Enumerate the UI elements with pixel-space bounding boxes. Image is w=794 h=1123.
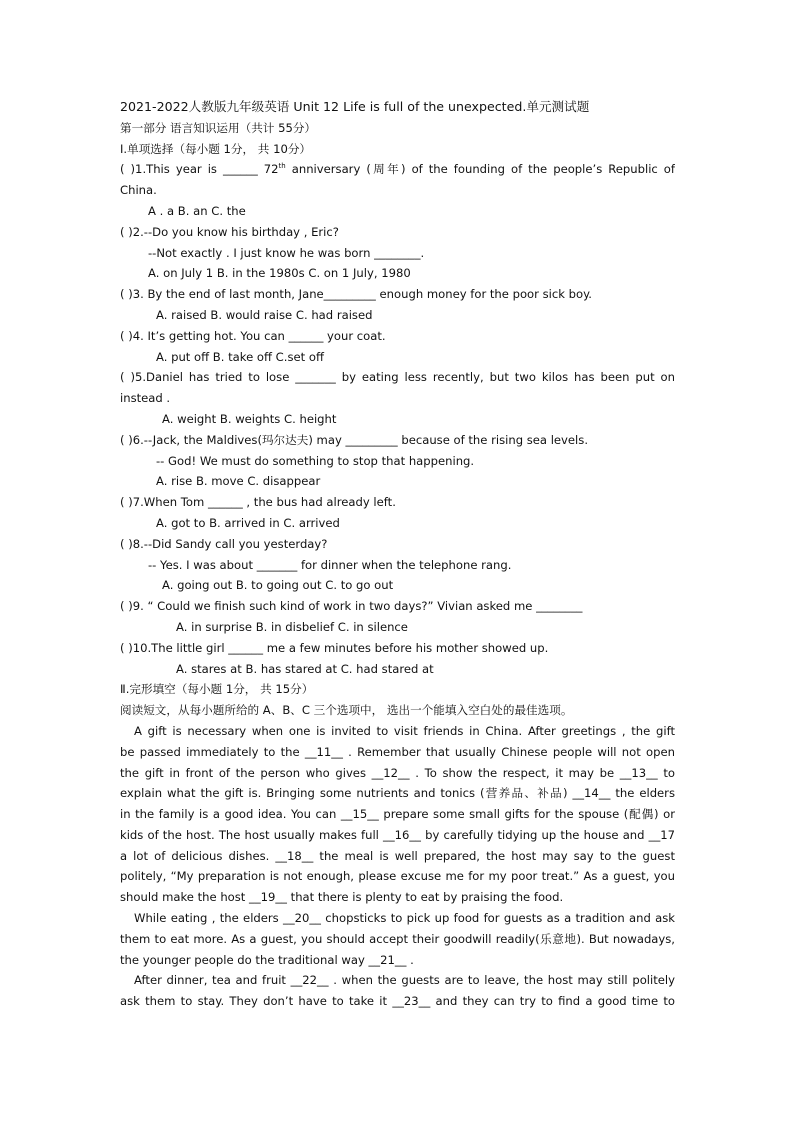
section-two-heading: Ⅱ.完形填空（每小题 1分， 共 15分）	[120, 682, 314, 697]
q1-options: A . a B. an C. the	[148, 203, 246, 218]
section-one-heading: Ⅰ.单项选择（每小题 1分， 共 10分）	[120, 141, 312, 156]
question-2: ( )2.--Do you know his birthday , Eric?	[120, 224, 339, 239]
q2-options: A. on July 1 B. in the 1980s C. on 1 July, 1980	[148, 266, 411, 281]
question-9: ( )9. “ Could we finish such kind of work in two days?” Vivian asked me ________	[120, 599, 583, 614]
passage-line: be passed immediately to the __11__ . Remember that usually Chinese people will not open	[120, 744, 675, 759]
exam-title: 2021-2022人教版九年级英语 Unit 12 Life is full of the unexpected.单元测试题	[120, 99, 590, 114]
question-4: ( )4. It’s getting hot. You can ______ your coat.	[120, 328, 386, 343]
passage-line: politely, “My preparation is not enough, please excuse me for my poor treat.” As a guest, you	[120, 869, 675, 884]
q3-options: A. raised B. would raise C. had raised	[156, 307, 373, 322]
passage-line: While eating , the elders __20__ chopsticks to pick up food for guests as a tradition and ask	[134, 911, 675, 926]
q6-options: A. rise B. move C. disappear	[156, 474, 321, 489]
question-6: ( )6.--Jack, the Maldives(玛尔达夫) may _________ because of the rising sea levels.	[120, 432, 589, 447]
q4-options: A. put off B. take off C.set off	[156, 349, 324, 364]
q2-line-2: --Not exactly . I just know he was born ________.	[148, 245, 425, 260]
part-one-heading: 第一部分 语言知识运用（共计 55分）	[120, 120, 317, 135]
passage-line: the younger people do the traditional way __21__ .	[120, 952, 414, 967]
question-10: ( )10.The little girl ______ me a few minutes before his mother showed up.	[120, 640, 549, 655]
passage-line: a lot of delicious dishes. __18__ the meal is well prepared, the host may say to the guest	[120, 848, 675, 863]
q1-superscript: th	[278, 162, 286, 171]
passage-line: should make the host __19__ that there is plenty to eat by praising the food.	[120, 890, 564, 905]
passage-line: kids of the host. The host usually makes full __16__ by carefully tidying up the house and __17	[120, 827, 675, 842]
q10-options: A. stares at B. has stared at C. had stared at	[176, 661, 434, 676]
question-8: ( )8.--Did Sandy call you yesterday?	[120, 536, 328, 551]
q8-line-2: -- Yes. I was about _______ for dinner when the telephone rang.	[148, 557, 512, 572]
q9-options: A. in surprise B. in disbelief C. in silence	[176, 619, 408, 634]
exam-page	[120, 97, 675, 1012]
q1-line-2: China.	[120, 183, 157, 198]
q5-line-2: instead .	[120, 391, 171, 406]
passage-line: A gift is necessary when one is invited to visit friends in China. After greetings , the gift	[134, 723, 675, 738]
q5-options: A. weight B. weights C. height	[162, 411, 337, 426]
passage-line: explain what the gift is. Bringing some nutrients and tonics (营养品、补品) __14__ the elders	[120, 786, 675, 801]
cloze-instruction: 阅读短文，从每小题所给的 A、B、C 三个选项中， 选出一个能填入空白处的最佳选项。	[120, 703, 573, 718]
q7-options: A. got to B. arrived in C. arrived	[156, 515, 340, 530]
q1-text-a: ( )1.This year is ______ 72	[120, 162, 279, 177]
q8-options: A. going out B. to going out C. to go out	[162, 578, 394, 593]
passage-line: in the family is a good idea. You can __15__ prepare some small gifts for the spouse (配偶) or	[120, 807, 675, 822]
q1-text-b: anniversary (周年) of the founding of the people’s Republic of	[285, 162, 675, 177]
q6-line-2: -- God! We must do something to stop that happening.	[156, 453, 475, 468]
passage-line: ask them to stay. They don’t have to take it __23__ and they can try to find a good time to	[120, 994, 675, 1009]
passage-line: them to eat more. As a guest, you should accept their goodwill readily(乐意地). But nowadays,	[120, 931, 675, 946]
question-5: ( )5.Daniel has tried to lose _______ by eating less recently, but two kilos has been put on	[120, 370, 675, 385]
passage-line: After dinner, tea and fruit __22__ . when the guests are to leave, the host may still politely	[134, 973, 675, 988]
question-7: ( )7.When Tom ______ , the bus had already left.	[120, 495, 396, 510]
passage-line: the gift in front of the person who gives __12__ . To show the respect, it may be __13__ to	[120, 765, 675, 780]
question-3: ( )3. By the end of last month, Jane_________ enough money for the poor sick boy.	[120, 287, 592, 302]
question-1	[120, 159, 675, 180]
